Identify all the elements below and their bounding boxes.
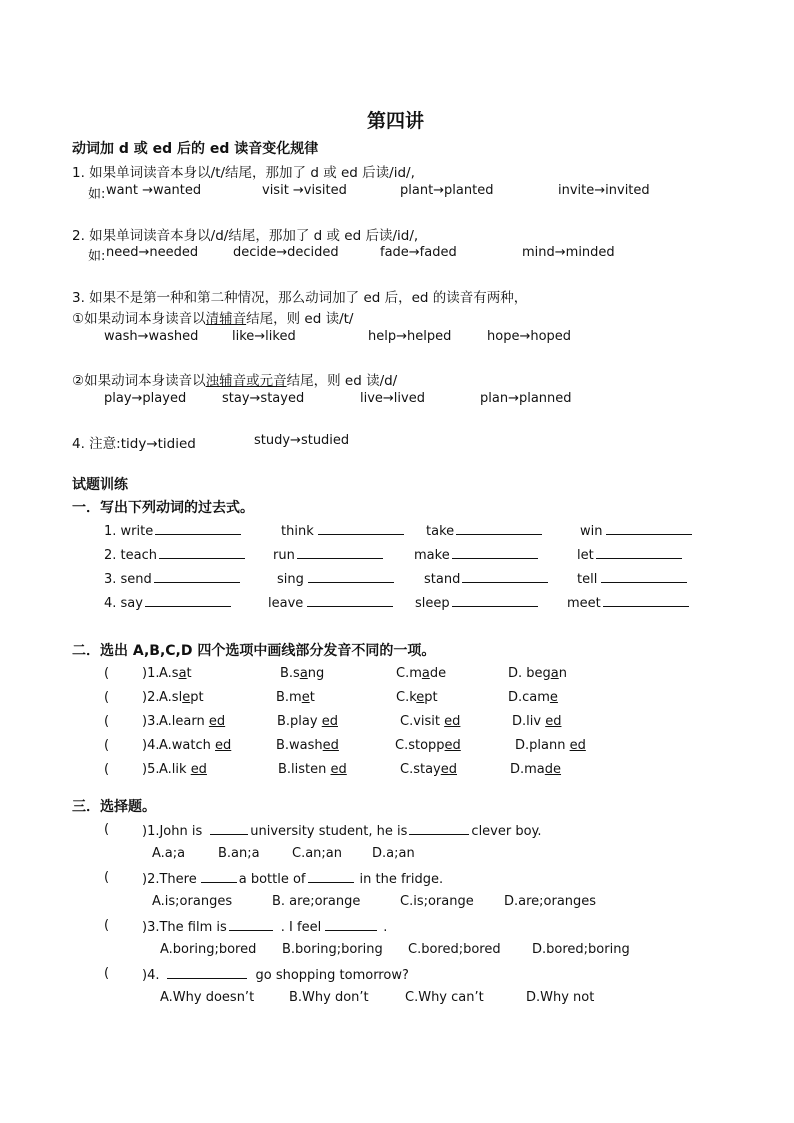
answer-blank[interactable] (167, 966, 247, 979)
rule-1-prefix: 如: (88, 187, 106, 202)
option[interactable]: D.liv ed (512, 714, 562, 729)
option[interactable]: C.Why can’t (405, 990, 484, 1005)
option[interactable]: D.plann ed (515, 738, 586, 753)
rule-1-example: want →wanted (106, 183, 202, 198)
question-number: )5. (142, 762, 160, 777)
answer-blank[interactable] (325, 918, 377, 931)
option[interactable]: C.stayed (400, 762, 457, 777)
option[interactable]: C.stopped (395, 738, 461, 753)
option[interactable]: B.Why don’t (289, 990, 369, 1005)
answer-blank[interactable] (596, 546, 682, 559)
answer-blank[interactable] (606, 522, 692, 535)
section-1-heading: 一．写出下列动词的过去式。 (72, 500, 254, 516)
rule-1-example: plant→planted (400, 183, 494, 198)
rule-3a-example: wash→washed (104, 329, 199, 344)
verb-item: 2. teach (104, 546, 245, 563)
option[interactable]: D.are;oranges (504, 894, 597, 909)
rule-1-text: 1. 如果单词读音本身以/t/结尾，那加了 d 或 ed 后读/id/, (72, 165, 415, 181)
verb-item: let (577, 546, 682, 563)
rule-1-example: invite→invited (558, 183, 650, 198)
verb-item: think (281, 522, 404, 539)
option[interactable]: D.Why not (526, 990, 595, 1005)
answer-paren[interactable]: ( (104, 822, 110, 837)
rule-2-text: 2. 如果单词读音本身以/d/结尾，那加了 d 或 ed 后读/id/, (72, 228, 419, 244)
rule-3a-example: like→liked (232, 329, 296, 344)
option[interactable]: B.an;a (218, 846, 260, 861)
answer-blank[interactable] (601, 570, 687, 583)
answer-blank[interactable] (297, 546, 383, 559)
practice-heading: 试题训练 (72, 477, 128, 493)
answer-blank[interactable] (201, 870, 237, 883)
verb-item: sing (277, 570, 394, 587)
rule-3b-example: play→played (104, 391, 187, 406)
answer-blank[interactable] (159, 546, 245, 559)
verb-item: 3. send (104, 570, 240, 587)
answer-blank[interactable] (307, 594, 393, 607)
question-number: )1. (142, 666, 160, 681)
option[interactable]: C.visit ed (400, 714, 461, 729)
option[interactable]: B.play ed (277, 714, 338, 729)
answer-paren[interactable]: ( (104, 714, 110, 729)
answer-blank[interactable] (155, 522, 241, 535)
verb-item: win (580, 522, 692, 539)
answer-blank[interactable] (603, 594, 689, 607)
option[interactable]: D.made (510, 762, 562, 777)
rule-1-example: visit →visited (262, 183, 347, 198)
answer-paren[interactable]: ( (104, 762, 110, 777)
answer-paren[interactable]: ( (104, 918, 110, 933)
option[interactable]: C.is;orange (400, 894, 474, 909)
option[interactable]: A.a;a (152, 846, 186, 861)
option[interactable]: A.boring;bored (160, 942, 257, 957)
rule-2-prefix: 如: (88, 249, 106, 264)
rule-3b-text: ②如果动词本身读音以浊辅音或元音结尾，则 ed 读/d/ (72, 373, 398, 389)
question-1: )1.John is university student, he is clever boy. (142, 824, 542, 839)
rule-3b-example: plan→planned (480, 391, 572, 406)
verb-item: meet (567, 594, 689, 611)
answer-paren[interactable]: ( (104, 870, 110, 885)
option[interactable]: C.an;an (292, 846, 343, 861)
verb-item: run (273, 546, 383, 563)
option[interactable]: A.sat (159, 666, 192, 681)
rule-3b-example: live→lived (360, 391, 425, 406)
rule-3a-example: help→helped (368, 329, 452, 344)
option[interactable]: D.a;an (372, 846, 415, 861)
verb-item: 1. write (104, 522, 241, 539)
option[interactable]: A.is;oranges (152, 894, 233, 909)
answer-blank[interactable] (229, 918, 273, 931)
answer-blank[interactable] (462, 570, 548, 583)
answer-paren[interactable]: ( (104, 966, 110, 981)
option[interactable]: B.met (276, 690, 315, 705)
rule-2-example: fade→faded (380, 245, 457, 260)
verb-item: take (426, 522, 542, 539)
option[interactable]: A.watch ed (159, 738, 232, 753)
question-number: )4. (142, 738, 160, 753)
option[interactable]: D.bored;boring (532, 942, 630, 957)
rule-2-example: mind→minded (522, 245, 615, 260)
answer-blank[interactable] (145, 594, 231, 607)
rule-3b-example: stay→stayed (222, 391, 305, 406)
rule-3a-text: ①如果动词本身读音以清辅音结尾，则 ed 读/t/ (72, 311, 354, 327)
question-3: )3.The film is . I feel . (142, 920, 388, 935)
verb-item: make (414, 546, 538, 563)
option[interactable]: C.kept (396, 690, 438, 705)
rule-3a-example: hope→hoped (487, 329, 572, 344)
option[interactable]: D.came (508, 690, 558, 705)
section-3-heading: 三．选择题。 (72, 799, 156, 815)
option[interactable]: C.bored;bored (408, 942, 501, 957)
answer-blank[interactable] (308, 870, 354, 883)
answer-blank[interactable] (210, 822, 248, 835)
rules-heading: 动词加 d 或 ed 后的 ed 读音变化规律 (72, 141, 319, 157)
verb-item: tell (577, 570, 687, 587)
question-4: )4. go shopping tomorrow? (142, 968, 409, 983)
section-2-heading: 二．选出 A,B,C,D 四个选项中画线部分发音不同的一项。 (72, 643, 436, 659)
question-number: )3. (142, 714, 160, 729)
answer-paren[interactable]: ( (104, 666, 110, 681)
answer-blank[interactable] (318, 522, 404, 535)
answer-blank[interactable] (409, 822, 469, 835)
answer-paren[interactable]: ( (104, 690, 110, 705)
option[interactable]: B.sang (280, 666, 325, 681)
rule-3-text: 3. 如果不是第一种和第二种情况，那么动词加了 ed 后，ed 的读音有两种， (72, 290, 528, 306)
option[interactable]: B.listen ed (278, 762, 347, 777)
verb-item: sleep (415, 594, 538, 611)
option[interactable]: A.slept (159, 690, 204, 705)
question-2: )2.There a bottle of in the fridge. (142, 872, 444, 887)
question-number: )2. (142, 690, 160, 705)
rule-2-example: need→needed (106, 245, 199, 260)
verb-item: 4. say (104, 594, 231, 611)
rule-4-example: study→studied (254, 433, 350, 448)
answer-blank[interactable] (452, 546, 538, 559)
answer-blank[interactable] (456, 522, 542, 535)
rule-2-example: decide→decided (233, 245, 339, 260)
answer-paren[interactable]: ( (104, 738, 110, 753)
option[interactable]: C.made (396, 666, 447, 681)
option[interactable]: A.learn ed (159, 714, 226, 729)
option[interactable]: D. began (508, 666, 567, 681)
answer-blank[interactable] (452, 594, 538, 607)
verb-item: stand (424, 570, 548, 587)
option[interactable]: A.lik ed (159, 762, 207, 777)
answer-blank[interactable] (154, 570, 240, 583)
option[interactable]: B. are;orange (272, 894, 361, 909)
option[interactable]: A.Why doesn’t (160, 990, 255, 1005)
verb-item: leave (268, 594, 393, 611)
option[interactable]: B.boring;boring (282, 942, 383, 957)
page-title: 第四讲 (367, 110, 425, 132)
option[interactable]: B.washed (276, 738, 339, 753)
rule-4-text: 4. 注意:tidy→tidied (72, 436, 196, 452)
answer-blank[interactable] (308, 570, 394, 583)
